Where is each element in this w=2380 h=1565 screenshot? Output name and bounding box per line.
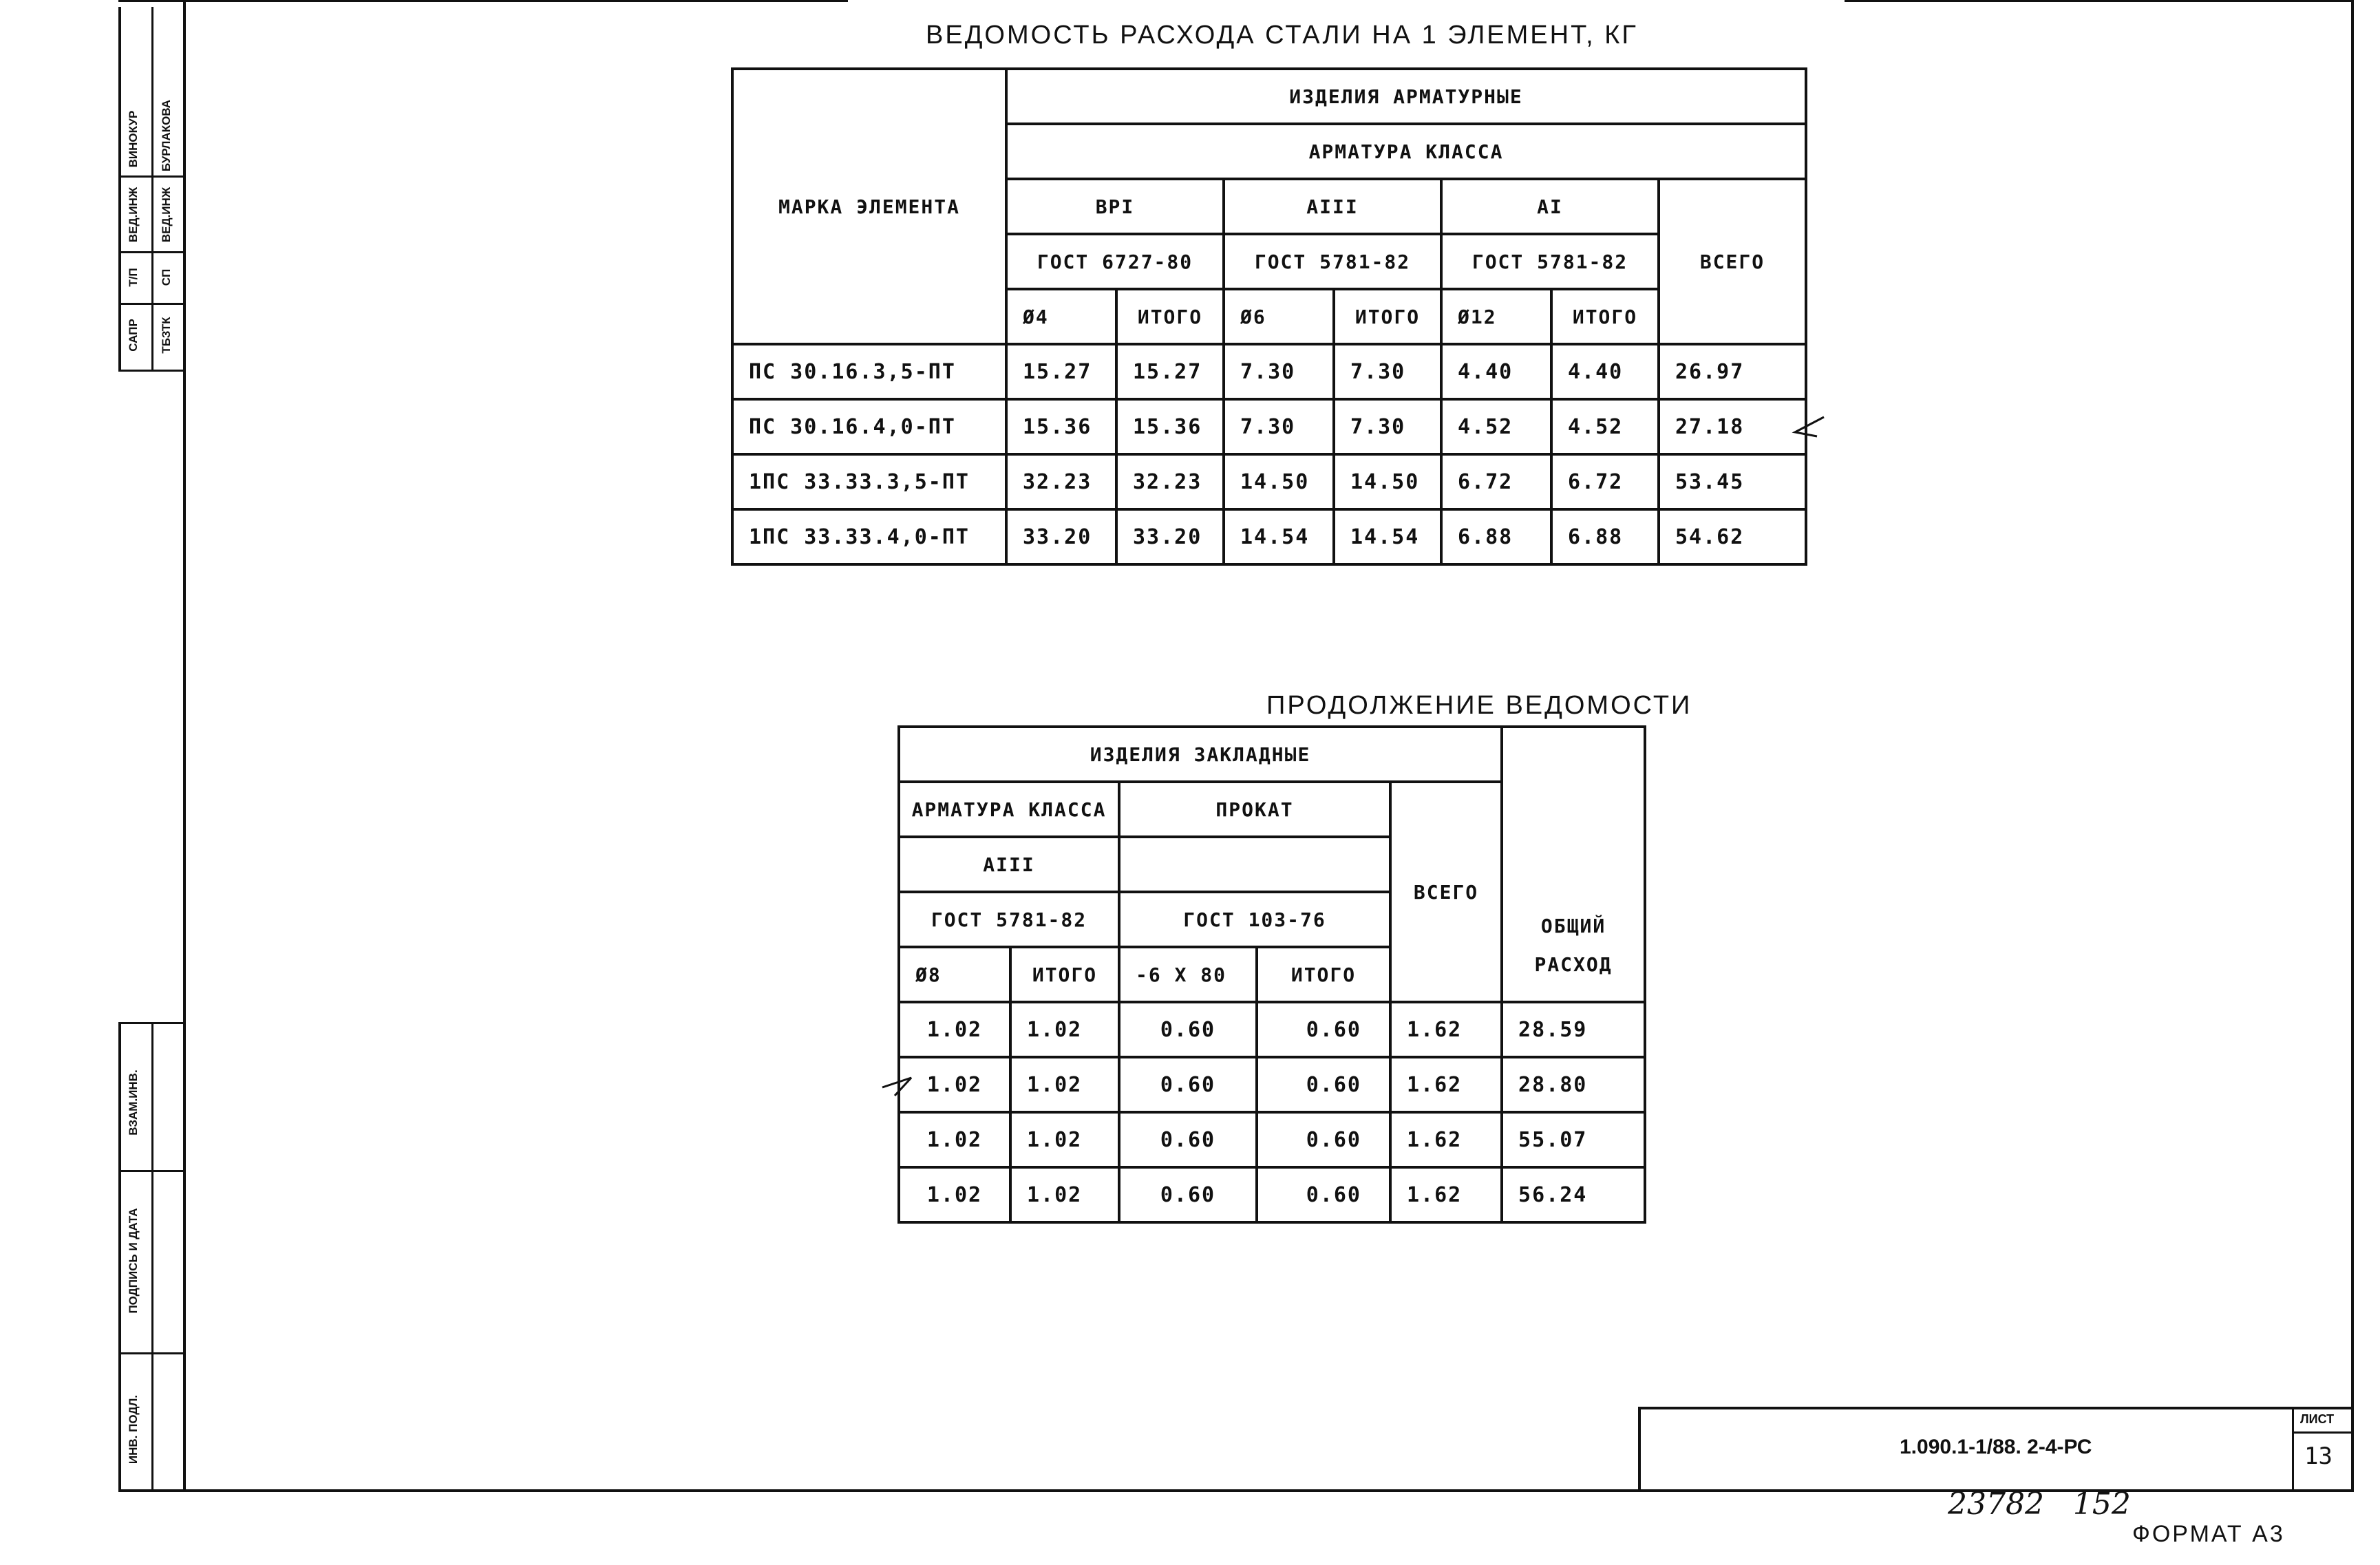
header-general-1: ОБЩИЙ: [1540, 915, 1606, 937]
cell: 0.60: [1257, 1002, 1390, 1057]
stamp-top-c2-1: СП: [160, 268, 173, 286]
cell-total: 27.18: [1659, 399, 1806, 454]
stamp-top-c2-3: БУРЛАКОВА: [160, 99, 173, 172]
cell: 1.02: [899, 1167, 1010, 1222]
cell-general: 28.59: [1502, 1002, 1645, 1057]
cell: 7.30: [1334, 344, 1441, 399]
cell: 6.88: [1441, 509, 1551, 564]
doc-code: 1.090.1-1/88. 2-4-РС: [1900, 1436, 2092, 1458]
header-general: [1502, 727, 1645, 1002]
cell: 32.23: [1116, 454, 1224, 509]
header-dia-2: Ø6: [1224, 289, 1334, 344]
frame-top-left: [118, 0, 848, 2]
stamp-replace-inv: ВЗАМ.ИНВ.: [127, 1069, 140, 1136]
stamp-top-c2-2: ВЕД.ИНЖ: [160, 187, 173, 243]
cell: 6.72: [1551, 454, 1659, 509]
header-sum-a: ИТОГО: [1010, 947, 1119, 1002]
cell: 33.20: [1116, 509, 1224, 564]
cell: 32.23: [1006, 454, 1116, 509]
cell-total: 54.62: [1659, 509, 1806, 564]
cell: 4.40: [1551, 344, 1659, 399]
header-embedded: ИЗДЕЛИЯ ЗАКЛАДНЫЕ: [899, 727, 1502, 782]
cell-total: 53.45: [1659, 454, 1806, 509]
cell: 1.02: [1010, 1167, 1119, 1222]
table-row: [899, 1112, 1645, 1167]
cell-mark: 1ПС 33.33.3,5-ПТ: [732, 454, 1006, 509]
cell: 0.60: [1119, 1167, 1257, 1222]
stamp-top-c1-3: ВИНОКУР: [127, 110, 140, 168]
cell: 1.02: [1010, 1112, 1119, 1167]
cell: 14.54: [1224, 509, 1334, 564]
frame-top-right: [1845, 0, 2354, 2]
cell: 1.62: [1390, 1167, 1502, 1222]
stamp-top: [118, 7, 184, 372]
cell-general: 55.07: [1502, 1112, 1645, 1167]
cell: 1.02: [899, 1057, 1010, 1112]
table-row: [732, 509, 1806, 564]
title-block: [1638, 1407, 2354, 1492]
header-gost-3: ГОСТ 5781-82: [1441, 234, 1659, 289]
cell: 4.40: [1441, 344, 1551, 399]
sheet-label: ЛИСТ: [2300, 1412, 2335, 1426]
cell: 1.62: [1390, 1002, 1502, 1057]
cell-mark: 1ПС 33.33.4,0-ПТ: [732, 509, 1006, 564]
header-gost-103: ГОСТ 103-76: [1119, 892, 1390, 947]
cell: 33.20: [1006, 509, 1116, 564]
cell: 7.30: [1224, 344, 1334, 399]
header-rolled-empty: [1119, 837, 1390, 892]
break-mark-right: [1789, 413, 1831, 447]
cell: 7.30: [1224, 399, 1334, 454]
frame-right: [2351, 0, 2354, 1492]
cell-total: 26.97: [1659, 344, 1806, 399]
header-gost-2: ГОСТ 5781-82: [1224, 234, 1441, 289]
stamp-sign-date: ПОДПИСЬ И ДАТА: [127, 1208, 140, 1314]
sheet-number: 13: [2304, 1442, 2333, 1470]
header-class-a3: АIII: [1224, 179, 1441, 234]
header-total2: ВСЕГО: [1390, 782, 1502, 1002]
header-class-vr1: ВРI: [1006, 179, 1224, 234]
header-class2: АРМАТУРА КЛАССА: [899, 782, 1119, 837]
header-class-a1: АI: [1441, 179, 1659, 234]
cell: 6.72: [1441, 454, 1551, 509]
cell: 14.54: [1334, 509, 1441, 564]
cell: 14.50: [1224, 454, 1334, 509]
table-row: [899, 1057, 1645, 1112]
cell: 1.02: [1010, 1002, 1119, 1057]
table-row: [899, 1167, 1645, 1222]
cell: 15.36: [1006, 399, 1116, 454]
header-sum-1: ИТОГО: [1116, 289, 1224, 344]
cell: 1.62: [1390, 1112, 1502, 1167]
cell: 0.60: [1257, 1112, 1390, 1167]
cell-mark: ПС 30.16.4,0-ПТ: [732, 399, 1006, 454]
header-mark: МАРКА ЭЛЕМЕНТА: [732, 69, 1006, 344]
header-gost-5781: ГОСТ 5781-82: [899, 892, 1119, 947]
header-sum-3: ИТОГО: [1551, 289, 1659, 344]
stamp-bottom: [118, 1022, 184, 1492]
header-dia-8: Ø8: [899, 947, 1010, 1002]
header-rolled: ПРОКАТ: [1119, 782, 1390, 837]
cell: 1.02: [1010, 1057, 1119, 1112]
cell: 1.62: [1390, 1057, 1502, 1112]
cell-general: 28.80: [1502, 1057, 1645, 1112]
cell: 1.02: [899, 1002, 1010, 1057]
cell: 0.60: [1119, 1112, 1257, 1167]
header-dia-1: Ø4: [1006, 289, 1116, 344]
table-row: [732, 344, 1806, 399]
handwritten-number: 23782 152: [1948, 1487, 2131, 1522]
cell: 4.52: [1441, 399, 1551, 454]
cell: 0.60: [1119, 1057, 1257, 1112]
cell: 0.60: [1257, 1057, 1390, 1112]
header-cls2: АIII: [899, 837, 1119, 892]
cell: 15.27: [1006, 344, 1116, 399]
cell-mark: ПС 30.16.3,5-ПТ: [732, 344, 1006, 399]
header-sum-b: ИТОГО: [1257, 947, 1390, 1002]
stamp-top-c1-1: Т/П: [127, 268, 140, 287]
cell: 15.27: [1116, 344, 1224, 399]
stamp-top-c1-2: ВЕД.ИНЖ: [127, 187, 140, 243]
table-row: [732, 399, 1806, 454]
table1-title: ВЕДОМОСТЬ РАСХОДА СТАЛИ НА 1 ЭЛЕМЕНТ, КГ: [926, 21, 1638, 50]
header-products: ИЗДЕЛИЯ АРМАТУРНЫЕ: [1006, 69, 1806, 124]
continuation-table: [897, 725, 1646, 1224]
header-general-2: РАСХОД: [1534, 953, 1613, 976]
cell: 0.60: [1119, 1002, 1257, 1057]
header-sum-2: ИТОГО: [1334, 289, 1441, 344]
header-total: ВСЕГО: [1659, 179, 1806, 344]
cell: 7.30: [1334, 399, 1441, 454]
header-gost-1: ГОСТ 6727-80: [1006, 234, 1224, 289]
cell-general: 56.24: [1502, 1167, 1645, 1222]
table-row: [899, 1002, 1645, 1057]
table2-title: ПРОДОЛЖЕНИЕ ВЕДОМОСТИ: [1266, 691, 1692, 720]
header-profile: -6 X 80: [1119, 947, 1257, 1002]
format-label: ФОРМАТ А3: [2132, 1521, 2285, 1547]
cell: 4.52: [1551, 399, 1659, 454]
cell: 15.36: [1116, 399, 1224, 454]
cell: 0.60: [1257, 1167, 1390, 1222]
header-class: АРМАТУРА КЛАССА: [1006, 124, 1806, 179]
steel-table: [731, 67, 1807, 566]
stamp-inv-orig: ИНВ. ПОДЛ.: [127, 1394, 140, 1465]
cell: 6.88: [1551, 509, 1659, 564]
cell: 14.50: [1334, 454, 1441, 509]
table-row: [732, 454, 1806, 509]
break-mark-left: [881, 1068, 922, 1103]
cell: 1.02: [899, 1112, 1010, 1167]
stamp-top-c2-0: ТБЗТК: [160, 317, 173, 354]
header-dia-3: Ø12: [1441, 289, 1551, 344]
stamp-top-c1-0: САПР: [127, 319, 140, 352]
